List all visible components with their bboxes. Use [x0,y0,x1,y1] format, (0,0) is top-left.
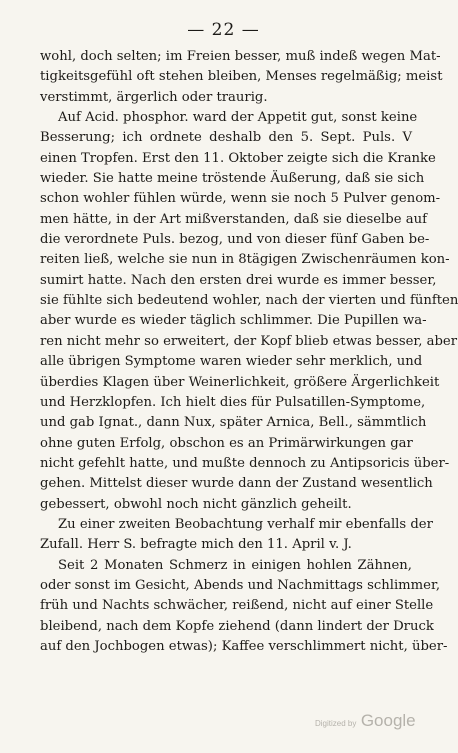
text-line: tigkeitsgefühl oft stehen bleiben, Menses regelmäßig; meist [40,69,443,85]
text-line: sumirt hatte. Nach den ersten drei wurde es immer besser, [40,272,437,288]
text-line: nicht gefehlt hatte, und mußte dennoch zu Antipsoricis über- [40,455,450,471]
text-line: auf den Jochbogen etwas); Kaffee verschlimmert nicht, über- [40,638,448,654]
text-line: wieder. Sie hatte meine tröstende Äußerung, daß sie sich [40,171,425,187]
body-text [40,47,458,657]
text-line: oder sonst im Gesicht, Abends und Nachmittags schlimmer, [40,577,441,593]
text-line: wohl, doch selten; im Freien besser, muß indeß wegen Mat- [40,49,441,64]
text-line: gebessert, obwohl noch nicht gänzlich geheilt. [40,496,352,512]
text-line: die verordnete Puls. bezog, und von dieser fünf Gaben be- [40,232,430,248]
text-line: sie fühlte sich bedeutend wohler, nach der vierten und fünften [40,293,458,309]
text-line: bleibend, nach dem Kopfe ziehend (dann lindert der Druck [40,618,434,634]
watermark-prefix: Digitized by [315,719,357,728]
text-line: Auf Acid. phosphor. ward der Appetit gut, sonst keine [58,110,418,126]
text-line: Besserung; ich ordnete deshalb den 5. Sept. Puls. V [40,130,412,146]
text-line: reiten ließ, welche sie nun in 8tägigen Zwischenräumen kon- [40,252,450,268]
text-line: überdies Klagen über Weinerlichkeit, größere Ärgerlichkeit [40,374,440,390]
digitized-by-watermark [315,711,416,731]
text-line: ren nicht mehr so erweitert, der Kopf blieb etwas besser, aber [40,333,458,349]
text-line: verstimmt, ärgerlich oder traurig. [40,89,268,105]
text-line: men hätte, in der Art mißverstanden, daß sie dieselbe auf [40,211,427,227]
text-line: einen Tropfen. Erst den 11. Oktober zeigte sich die Kranke [40,150,436,166]
page-number: — 22 — [187,20,260,40]
text-line: ohne guten Erfolg, obschon es an Primärwirkungen gar [40,435,413,451]
watermark-brand: Google [360,711,416,730]
text-line: schon wohler fühlen würde, wenn sie noch 5 Pulver genom- [40,191,441,207]
text-line: Zu einer zweiten Beobachtung verhalf mir ebenfalls der [58,516,433,532]
text-line: und Herzklopfen. Ich hielt dies für Pulsatillen-Symptome, [40,394,426,410]
text-line: früh und Nachts schwächer, reißend, nicht auf einer Stelle [40,598,434,614]
text-line: Zufall. Herr S. befragte mich den 11. April v. J. [40,537,352,553]
text-line: alle übrigen Symptome waren wieder sehr merklich, und [40,354,423,370]
text-line: gehen. Mittelst dieser wurde dann der Zustand wesentlich [40,476,433,492]
text-line: Seit 2 Monaten Schmerz in einigen hohlen Zähnen, [58,557,412,573]
text-line: aber wurde es wieder täglich schlimmer. Die Pupillen wa- [40,313,427,329]
text-line: und gab Ignat., dann Nux, später Arnica, Bell., sämmtlich [40,415,427,431]
